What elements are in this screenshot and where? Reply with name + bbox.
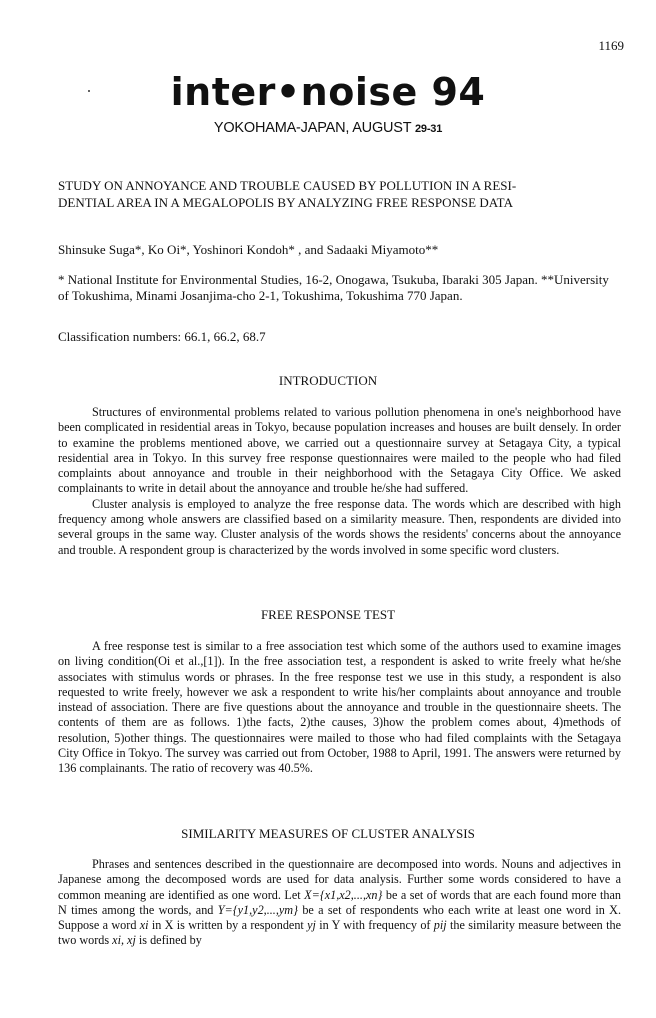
math-xi: xi <box>139 918 149 933</box>
text-run: in Y with frequency of <box>315 918 434 933</box>
free-response-body <box>58 639 621 777</box>
conference-location: YOKOHAMA-JAPAN, AUGUST <box>213 120 415 136</box>
paragraph: Cluster analysis is employed to analyze the free response data. The words which are described with high frequency among whole answers are classified based on a similarity measure. Then, respondents are divided into several groups in the same way. Cluster analysis of the words shows the residents' concerns about the annoyance and trouble. A respondent group is characterized by the words involved in some specific word clusters. <box>58 496 621 557</box>
section-heading-introduction: INTRODUCTION <box>278 373 378 388</box>
section-heading-similarity: SIMILARITY MEASURES OF CLUSTER ANALYSIS <box>181 826 475 841</box>
conference-logo: inter•noise 94 <box>170 70 486 114</box>
page-number: 1169 <box>598 38 624 53</box>
text-run: be a set of respondents who each write at least one word in X. Suppose a word <box>58 902 621 933</box>
math-y-set: Y={y1,y2,...,ym} <box>217 902 298 917</box>
paragraph <box>58 857 621 949</box>
paragraph: Structures of environmental problems related to various pollution phenomena in one's neighborhood have been complicated in residential areas in Tokyo, because population increases and houses are built densely. In order to examine the problems mentioned above, we carried out a questionnaire survey at Setagaya City, a typical residential area in Tokyo. In this survey free response questionnaires were mailed to the people who had filed complaints about annoyance and trouble in their neighborhood with the Setagaya City Office. We asked complainants to write in detail about the annoyance and trouble he/she had suffered. <box>58 405 621 496</box>
conference-location-date <box>0 120 656 136</box>
conference-dates: 29-31 <box>415 123 443 135</box>
authors: Shinsuke Suga*, Ko Oi*, Yoshinori Kondoh* , and Sadaaki Miyamoto** <box>58 242 439 257</box>
math-pij: pij <box>433 918 447 933</box>
similarity-body <box>58 857 621 949</box>
text-run: in X is written by a respondent <box>148 918 308 933</box>
paper-title <box>58 177 618 211</box>
section-heading-free-response: FREE RESPONSE TEST <box>260 607 396 622</box>
math-x-set: X={x1,x2,...,xn} <box>304 887 383 902</box>
text-run: the similarity measure between the two words <box>58 918 621 948</box>
text-run: be a set of words that are each found more than N times among the words, and <box>58 887 622 917</box>
text-run: is defined by <box>135 933 202 948</box>
title-line-2: DENTIAL AREA IN A MEGALOPOLIS BY ANALYZING FREE RESPONSE DATA <box>58 195 513 210</box>
title-line-1: STUDY ON ANNOYANCE AND TROUBLE CAUSED BY POLLUTION IN A RESI- <box>58 178 517 193</box>
text-run: Phrases and sentences described in the questionnaire are decomposed into words. Nouns and adjectives in Japanese among the decomposed words are used for data analysis. Further some words considered to have a common meaning are identified as one word. Let <box>58 857 621 902</box>
introduction-body <box>58 405 621 558</box>
paragraph: A free response test is similar to a free association test which some of the authors used to examine images on living condition(Oi et al.,[1]). In the free association test, a respondent is asked to write freely what he/she associates with stimulus words or phrases. In the free response test we use in this study, a respondent is also requested to write freely, however we ask a respondent to write his/her complaints about annoyance and trouble instead of association. There are five questions about the annoyance and trouble in the questionnaire sheets. The contents of them are as follows. 1)the facts, 2)the causes, 3)how the problem comes about, 4)methods of resolution, 5)other things. The questionnaires were mailed to those who had filed complaints with the Setagaya City Office in Tokyo. The survey was carried out from October, 1988 to April, 1991. The answers were returned by 136 complainants. The ratio of recovery was 40.5%. <box>58 639 621 776</box>
math-yj: yj <box>307 918 316 933</box>
affiliation: * National Institute for Environmental Studies, 16-2, Onogawa, Tsukuba, Ibaraki 305 Japan. **University of Tokushima, Minami Josanjima-cho 2-1, Tokushima, Tokushima 770 Japan. <box>58 272 609 303</box>
classification-numbers: Classification numbers: 66.1, 66.2, 68.7 <box>58 329 266 344</box>
math-xi-xj: xi, xj <box>112 933 136 948</box>
